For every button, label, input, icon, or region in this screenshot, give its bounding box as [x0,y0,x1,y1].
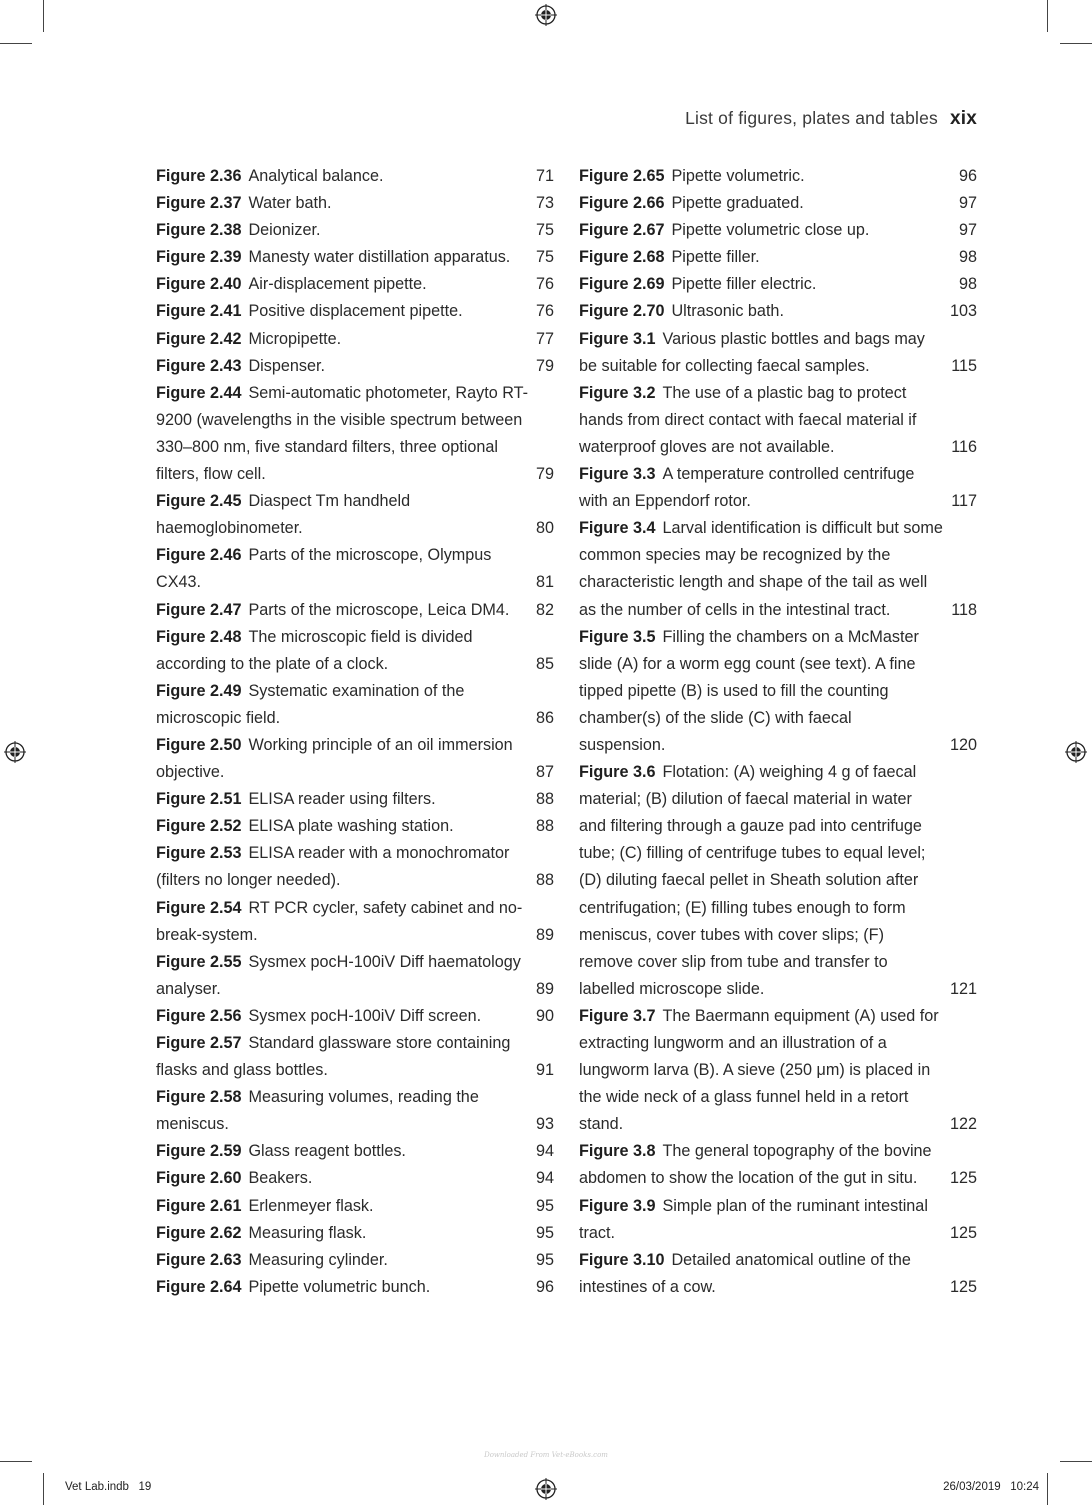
figure-label: Figure 2.47 [156,600,242,619]
figure-caption-text: Standard glassware store containing flasks and glass bottles. [156,1034,511,1080]
figure-page-number: 120 [949,735,977,754]
figure-entry-caption [156,1274,536,1301]
figure-entry-caption [156,1084,536,1138]
figure-label: Figure 2.59 [156,1142,242,1161]
figure-entry-caption [156,597,536,624]
figure-caption-text: Analytical balance. [248,167,384,185]
figure-label: Figure 2.66 [579,194,665,213]
figure-entry [156,298,554,325]
figure-entry [156,1084,554,1138]
registration-mark-left-icon [4,741,26,763]
figure-entry-caption [579,163,959,190]
figure-list-right-column [579,163,977,1301]
figure-entry-caption [156,1003,536,1030]
figure-entry [156,786,554,813]
figure-page-number: 76 [535,275,554,294]
figure-page-number: 91 [535,1061,554,1080]
figure-entry-caption [156,624,536,678]
figure-entry [156,597,554,624]
figure-caption-text: RT PCR cycler, safety cabinet and no-break-system. [156,898,523,944]
figure-entry [156,624,554,678]
figure-label: Figure 2.48 [156,627,242,646]
figure-caption-text: Sysmex pocH-100iV Diff screen. [248,1006,482,1025]
figure-entry-caption [156,1220,536,1247]
figure-caption-text: Diaspect Tm handheld haemoglobinometer. [156,492,411,538]
figure-label: Figure 3.2 [579,383,656,402]
figure-entry [156,949,554,1003]
figure-caption-text: Deionizer. [248,221,321,240]
figure-entry-caption [156,190,536,217]
figure-entry-caption [156,813,536,840]
figure-entry-caption [156,380,536,488]
figure-page-number: 97 [958,221,977,240]
figure-caption-text: Pipette filler. [671,248,760,267]
figure-page-number: 89 [535,925,554,944]
figure-page-number: 94 [535,1142,554,1161]
running-header [685,108,977,130]
figure-page-number: 122 [949,1115,977,1134]
figure-caption-text: ELISA reader using filters. [248,790,436,809]
figure-list-left-column [156,163,554,1301]
figure-entry-caption [579,271,959,298]
figure-entry-caption [579,217,959,244]
figure-entry-caption [156,949,536,1003]
figure-entry [156,1274,554,1301]
figure-caption-text: Larval identification is difficult but some common species may be recognized by the characteristic length and shape of the tail as well as the number of cells in the intestinal tract. [579,519,943,619]
figure-caption-text: Glass reagent bottles. [248,1142,406,1161]
figure-caption-text: Filling the chambers on a McMaster slide (A) for a worm egg count (see text). A fine tipped pipette (B) is used to fill the counting chamber(s) of the slide (C) with faecal suspension. [579,627,919,754]
figure-entry [579,1138,977,1192]
figure-entry-caption [156,353,536,380]
figure-page-number: 89 [535,979,554,998]
figure-entry [579,217,977,244]
figure-entry [579,1003,977,1138]
figure-caption-text: The use of a plastic bag to protect hands from direct contact with faecal material if waterproof gloves are not available. [579,383,917,456]
figure-page-number: 117 [951,492,977,511]
figure-label: Figure 2.63 [156,1250,242,1269]
figure-entry-caption [156,488,536,542]
figure-entry-caption [156,298,536,325]
figure-label: Figure 2.65 [579,167,665,185]
figure-caption-text: Working principle of an oil immersion objective. [156,735,513,782]
figure-entry-caption [156,326,536,353]
figure-caption-text: Ultrasonic bath. [671,302,784,321]
figure-entry-caption [579,759,950,1003]
figure-label: Figure 3.5 [579,627,656,646]
figure-entry [156,732,554,786]
figure-entry [579,326,977,380]
figure-caption-text: Semi-automatic photometer, Rayto RT-9200 (wavelengths in the visible spectrum between 330–800 nm, five standard filters, three optional filters, flow cell. [156,383,528,484]
figure-entry [156,1165,554,1192]
figure-caption-text: Flotation: (A) weighing 4 g of faecal material; (B) dilution of faecal material in water and filtering through a gauze pad into centrifuge tube; (C) filling of centrifuge tubes to equal level; (D) diluting faecal pellet in Sheath solution after centrifugation; (E) filling tubes enough to form meniscus, cover tubes with cover slips; (F) remove cover slip from tube and transfer to labelled microscope slide. [579,763,926,998]
page-number: xix [949,108,977,129]
figure-entry-caption [156,542,536,596]
figure-caption-text: ELISA plate washing station. [248,817,454,836]
figure-caption-text: Dispenser. [248,356,325,375]
figure-page-number: 96 [535,1277,554,1296]
crop-mark-top-left-horizontal [0,43,32,44]
crop-mark-top-right-horizontal [1060,43,1092,44]
figure-label: Figure 3.8 [579,1142,656,1161]
figure-caption-text: The general topography of the bovine abdomen to show the location of the gut in situ. [579,1142,932,1188]
figure-entry [156,353,554,380]
figure-label: Figure 2.70 [579,302,665,321]
figure-label: Figure 2.52 [156,817,242,836]
figure-caption-text: Beakers. [248,1169,313,1188]
figure-entry [156,678,554,732]
figure-label: Figure 3.10 [579,1250,665,1269]
crop-mark-bottom-left-vertical [43,1473,44,1505]
figure-caption-text: Water bath. [248,194,332,213]
figure-page-number: 82 [535,600,554,619]
figure-entry-caption [579,190,959,217]
figure-caption-text: Detailed anatomical outline of the intestines of a cow. [579,1250,911,1296]
figure-page-number: 81 [535,573,554,592]
figure-entry-caption [156,244,536,271]
figure-label: Figure 2.44 [156,383,242,402]
figure-caption-text: Positive displacement pipette. [248,302,463,321]
registration-mark-right-icon [1065,741,1087,763]
figure-label: Figure 2.42 [156,329,242,348]
figure-caption-text: Measuring cylinder. [248,1250,388,1269]
figure-page-number: 118 [951,600,977,619]
figure-entry [579,759,977,1003]
figure-page-number: 85 [535,654,554,673]
figure-caption-text: A temperature controlled centrifuge with an Eppendorf rotor. [579,465,915,511]
figure-entry [156,1193,554,1220]
figure-label: Figure 2.54 [156,898,242,917]
figure-label: Figure 3.9 [579,1196,656,1215]
registration-mark-top-icon [535,4,557,26]
figure-caption-text: Simple plan of the ruminant intestinal tract. [579,1196,928,1242]
figure-entry [156,271,554,298]
figure-label: Figure 2.67 [579,221,665,240]
footer-datetime: 26/03/2019 10:24 [943,1481,1039,1493]
figure-entry [156,326,554,353]
figure-entry-caption [579,326,951,380]
figure-label: Figure 2.36 [156,167,242,185]
figure-entry [156,1247,554,1274]
figure-caption-text: Measuring volumes, reading the meniscus. [156,1088,479,1134]
figure-page-number: 95 [535,1223,554,1242]
figure-entry-caption [579,461,951,515]
figure-page-number: 125 [949,1169,977,1188]
crop-mark-top-right-vertical [1047,0,1048,32]
figure-entry-caption [579,515,951,623]
figure-entry [156,840,554,894]
figure-entry [579,380,977,461]
figure-caption-text: The Baermann equipment (A) used for extracting lungworm and an illustration of a lungworm larva (B). A sieve (250 μm) is placed in the wide neck of a glass funnel held in a retort stand. [579,1006,939,1134]
figure-page-number: 95 [535,1196,554,1215]
running-header-title: List of figures, plates and tables [685,108,938,128]
crop-mark-bottom-left-horizontal [0,1461,32,1462]
figure-page-number: 88 [535,790,554,809]
figure-page-number: 125 [949,1277,977,1296]
crop-mark-top-left-vertical [43,0,44,32]
footer-file-info: Vet Lab.indb 19 [65,1481,152,1493]
figure-entry [579,515,977,623]
figure-entry [579,244,977,271]
crop-mark-bottom-right-vertical [1047,1473,1048,1505]
figure-page-number: 121 [949,979,977,998]
figure-label: Figure 2.46 [156,546,242,565]
figure-entry-caption [156,163,536,190]
figure-page-number: 79 [535,356,554,375]
figure-label: Figure 2.40 [156,275,242,294]
figure-entry [156,542,554,596]
figure-entry-caption [579,1247,950,1301]
figure-label: Figure 2.49 [156,681,242,700]
figure-entry-caption [579,298,950,325]
figure-entry-caption [579,624,950,759]
figure-entry [156,895,554,949]
figure-entry [579,1247,977,1301]
figure-caption-text: Pipette volumetric close up. [671,221,870,240]
figure-entry [579,624,977,759]
figure-entry [156,1138,554,1165]
figure-entry [156,244,554,271]
figure-entry [156,163,554,190]
figure-label: Figure 3.1 [579,329,656,348]
figure-label: Figure 2.53 [156,844,242,863]
figure-page-number: 88 [535,817,554,836]
figure-caption-text: Measuring flask. [248,1223,367,1242]
figure-label: Figure 2.64 [156,1277,242,1296]
figure-entry-caption [579,380,951,461]
figure-caption-text: Pipette filler electric. [671,275,817,294]
figure-label: Figure 2.61 [156,1196,242,1215]
figure-caption-text: Pipette volumetric. [671,167,805,185]
figure-page-number: 75 [535,248,554,267]
figure-caption-text: Erlenmeyer flask. [248,1196,374,1215]
figure-page-number: 87 [535,763,554,782]
figure-caption-text: Systematic examination of the microscopic field. [156,681,465,727]
figure-caption-text: Manesty water distillation apparatus. [248,248,511,267]
figure-label: Figure 2.60 [156,1169,242,1188]
figure-page-number: 73 [535,194,554,213]
figure-label: Figure 3.6 [579,763,656,782]
figure-entry [156,813,554,840]
figure-entry-caption [156,271,536,298]
figure-entry [579,461,977,515]
figure-entry-caption [156,1165,536,1192]
figure-page-number: 96 [958,167,977,185]
figure-entry [579,1193,977,1247]
figure-caption-text: ELISA reader with a monochromator (filters no longer needed). [156,844,510,890]
figure-entry-caption [579,1138,950,1192]
figure-page-number: 95 [535,1250,554,1269]
figure-label: Figure 3.3 [579,465,656,484]
figure-entry [156,488,554,542]
figure-caption-text: The microscopic field is divided according to the plate of a clock. [156,627,473,673]
figure-label: Figure 2.50 [156,735,242,754]
figure-page-number: 94 [535,1169,554,1188]
figure-entry [156,1220,554,1247]
figure-entry-caption [579,1003,950,1138]
figure-entry [579,163,977,190]
figure-caption-text: Sysmex pocH-100iV Diff haematology analyser. [156,952,521,998]
figure-page-number: 77 [535,329,554,348]
figure-page-number: 90 [535,1006,554,1025]
figure-entry-caption [156,1030,536,1084]
figure-page-number: 76 [535,302,554,321]
figure-label: Figure 3.4 [579,519,656,538]
figure-page-number: 93 [535,1115,554,1134]
figure-entry-caption [156,732,536,786]
figure-label: Figure 2.58 [156,1088,242,1107]
figure-entry-caption [156,786,536,813]
figure-page-number: 71 [535,167,554,185]
figure-label: Figure 2.55 [156,952,242,971]
figure-page-number: 97 [958,194,977,213]
figure-caption-text: Parts of the microscope, Leica DM4. [248,600,510,619]
figure-entry-caption [156,1138,536,1165]
figure-entry-caption [156,840,536,894]
registration-mark-bottom-icon [535,1478,557,1500]
figure-entry-caption [579,244,959,271]
figure-page-number: 80 [535,519,554,538]
figure-page-number: 86 [535,708,554,727]
figure-entry-caption [579,1193,950,1247]
figure-page-number: 98 [958,248,977,267]
figure-entry [579,271,977,298]
figure-label: Figure 2.56 [156,1006,242,1025]
download-watermark: Downloaded From Vet-eBooks.com [484,1451,608,1459]
figure-label: Figure 2.38 [156,221,242,240]
figure-label: Figure 2.39 [156,248,242,267]
crop-mark-bottom-right-horizontal [1060,1461,1092,1462]
figure-label: Figure 2.68 [579,248,665,267]
figure-label: Figure 2.57 [156,1034,242,1052]
figure-label: Figure 2.45 [156,492,242,511]
figure-entry-caption [156,678,536,732]
figure-page-number: 75 [535,221,554,240]
figure-label: Figure 2.41 [156,302,242,321]
figure-caption-text: Air-displacement pipette. [248,275,427,294]
figure-page-number: 79 [535,465,554,484]
figure-caption-text: Pipette graduated. [671,194,804,213]
figure-page-number: 125 [949,1223,977,1242]
figure-entry-caption [156,895,536,949]
figure-entry-caption [156,1247,536,1274]
figure-label: Figure 2.51 [156,790,242,809]
figure-label: Figure 2.69 [579,275,665,294]
figure-label: Figure 2.43 [156,356,242,375]
figure-entry [156,217,554,244]
figure-page-number: 88 [535,871,554,890]
figure-caption-text: Various plastic bottles and bags may be suitable for collecting faecal samples. [579,329,925,375]
figure-entry [579,190,977,217]
figure-label: Figure 2.62 [156,1223,242,1242]
figure-entry-caption [156,217,536,244]
figure-entry [156,190,554,217]
figure-entry [579,298,977,325]
figure-page-number: 103 [949,302,977,321]
figure-entry-caption [156,1193,536,1220]
figure-page-number: 116 [951,437,977,456]
figure-caption-text: Pipette volumetric bunch. [248,1277,431,1296]
figure-entry [156,1003,554,1030]
figure-label: Figure 3.7 [579,1006,656,1025]
figure-entry [156,380,554,488]
figure-caption-text: Micropipette. [248,329,342,348]
figure-page-number: 98 [958,275,977,294]
figure-page-number: 115 [951,356,977,375]
figure-entry [156,1030,554,1084]
figure-caption-text: Parts of the microscope, Olympus CX43. [156,546,492,592]
figure-label: Figure 2.37 [156,194,242,213]
